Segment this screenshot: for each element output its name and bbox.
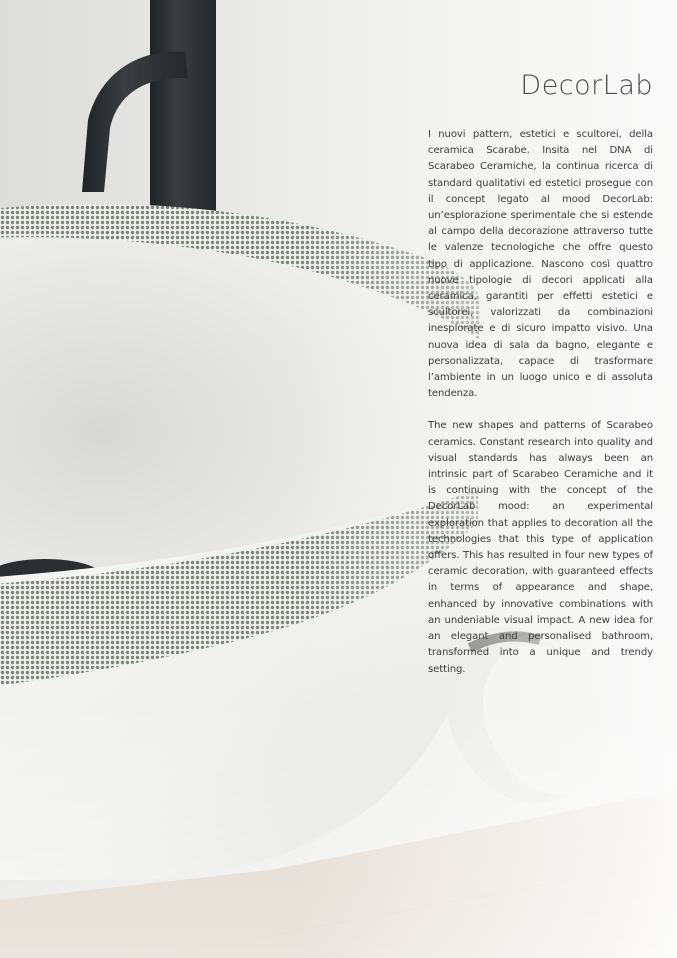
paragraph-english: The new shapes and patterns of Scarabeo ceramics. Constant research into quality and visual standards has always been an intrinsic part of Scarabeo Ceramiche and it is continuing with the concept of the DecorLab mood: an experimental exploration that applies to decoration all the technologies that this type of application offers. This has resulted in four new types of ceramic decoration, with guaranteed effects in terms of appearance and shape, enhanced by innovative combinations with an undeniable visual impact. A new idea for an elegant and personalised bathroom, transformed into a unique and trendy setting. xyxy=(428,420,653,675)
text-panel xyxy=(428,70,653,678)
paragraph-italian: I nuovi pattern, estetici e scultorei, della ceramica Scarabe. Insita nel DNA di Scarabeo Ceramiche, la continua ricerca di standard qualitativi ed estetici prosegue con il concept legato al mood DecorLab: un’esplorazione sperimentale che si estende al campo della decorazione attraverso tutte le valenze tecnologiche che offre questo tipo di applicazione. Nascono così quattro nuove tipologie di decori applicati alla ceramica, garantiti per effetti estetici e scultorei, valorizzati da combinazioni inesplorate e di sicuro impatto visivo. Una nuova idea di sala da bagno, elegante e personalizzata, capace di trasformare l’ambiente in un luogo unico e di assoluta tendenza. xyxy=(428,129,653,400)
page-title: DecorLab xyxy=(520,70,653,101)
